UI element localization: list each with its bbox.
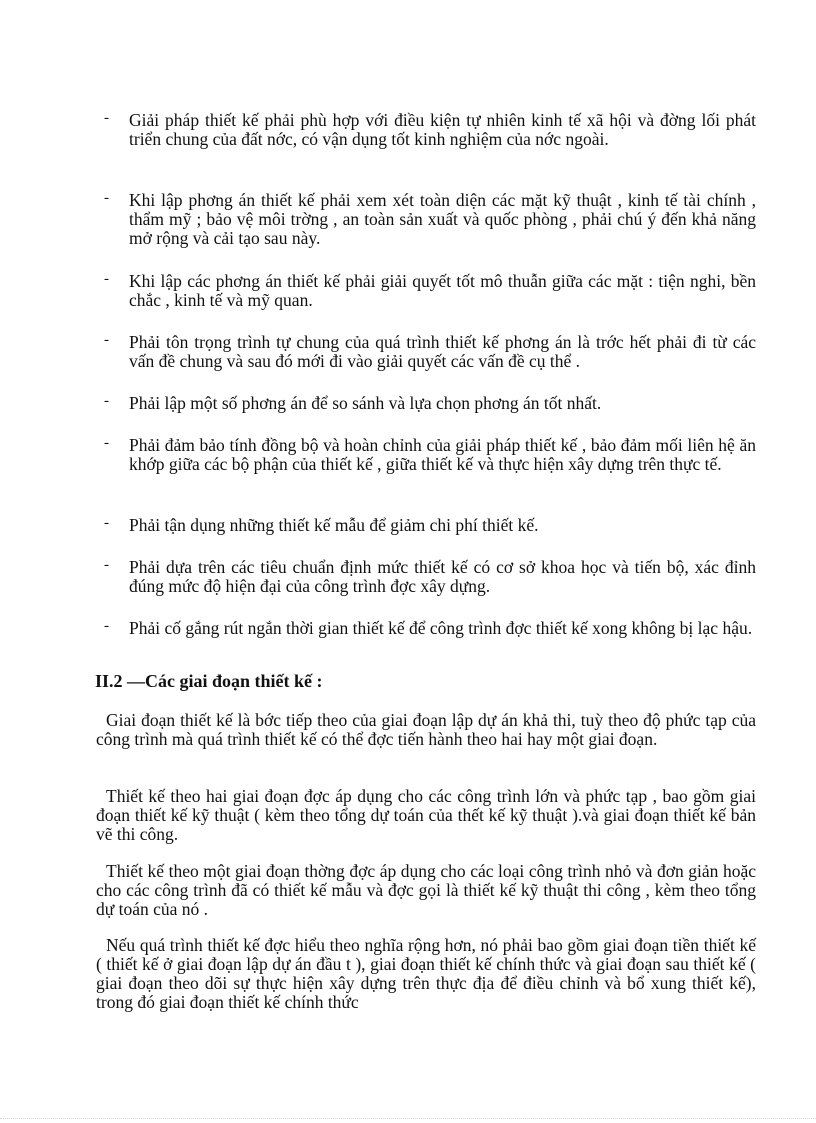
bullet-marker: -: [104, 435, 109, 451]
list-item-text: Phải tôn trọng trình tự chung của quá trình thiết kế phơng án là trớc hết phải đi từ các vấn đề chung và sau đó mới đi vào giải quyết các vấn đề cụ thể .: [129, 332, 756, 371]
bullet-marker: -: [104, 190, 109, 206]
list-item-text: Khi lập phơng án thiết kế phải xem xét toàn diện các mặt kỹ thuật , kinh tế tài chính , thẩm mỹ ; bảo vệ môi trờng , an toàn sản xuất và quốc phòng , phải chú ý đến khả năng mở rộng và cải tạo sau này.: [129, 190, 756, 248]
bullet-marker: -: [104, 515, 109, 531]
body-paragraph: Thiết kế theo một giai đoạn thờng đợc áp dụng cho các loại công trình nhỏ và đơn giản hoặc cho các công trình đã có thiết kế mẫu và đợc gọi là thiết kế kỹ thuật thi công , kèm theo tổng dự toán của nó .: [96, 861, 756, 919]
section-heading: II.2 —Các giai đoạn thiết kế :: [95, 671, 323, 691]
bullet-marker: -: [104, 393, 109, 409]
list-item-text: Phải lập một số phơng án để so sánh và lựa chọn phơng án tốt nhất.: [129, 393, 602, 413]
list-item-text: Phải tận dụng những thiết kế mẫu để giảm chi phí thiết kế.: [129, 515, 539, 535]
list-item-text: Phải đảm bảo tính đồng bộ và hoàn chỉnh của giải pháp thiết kế , bảo đảm mối liên hệ ăn khớp giữa các bộ phận của thiết kế , giữa thiết kế và thực hiện xây dựng trên thực tế.: [129, 435, 756, 474]
body-paragraph: Thiết kế theo hai giai đoạn đợc áp dụng cho các công trình lớn và phức tạp , bao gồm giai đoạn thiết kế kỹ thuật ( kèm theo tổng dự toán của thết kế kỹ thuật ).và giai đoạn thiết kế bản vẽ thi công.: [96, 786, 756, 844]
bullet-marker: -: [104, 557, 109, 573]
body-paragraph: Nếu quá trình thiết kế đợc hiểu theo nghĩa rộng hơn, nó phải bao gồm giai đoạn tiền thiết kế ( thiết kế ở giai đoạn lập dự án đầu t ), giai đoạn thiết kế chính thức và giai đoạn sau thiết kế ( giai đoạn theo dõi sự thực hiện xây dựng trên thực địa để điều chỉnh và bổ xung thiết kế), trong đó giai đoạn thiết kế chính thức: [96, 935, 756, 1012]
page-bottom-divider: [0, 1118, 816, 1119]
list-item-text: Phải dựa trên các tiêu chuẩn định mức thiết kế có cơ sở khoa học và tiến bộ, xác đỉnh đúng mức độ hiện đại của công trình đợc xây dựng.: [129, 557, 756, 596]
bullet-marker: -: [104, 332, 109, 348]
bullet-marker: -: [104, 618, 109, 634]
list-item-text: Khi lập các phơng án thiết kế phải giải quyết tốt mô thuẫn giữa các mặt : tiện nghi, bền chắc , kinh tế và mỹ quan.: [129, 271, 756, 310]
body-paragraph: Giai đoạn thiết kế là bớc tiếp theo của giai đoạn lập dự án khả thi, tuỳ theo độ phức tạp của công trình mà quá trình thiết kế có thể đợc tiến hành theo hai hay một giai đoạn.: [96, 710, 756, 749]
bullet-marker: -: [104, 271, 109, 287]
list-item-text: Giải pháp thiết kế phải phù hợp với điều kiện tự nhiên kinh tế xã hội và đờng lối phát triển chung của đất nớc, có vận dụng tốt kinh nghiệm của nớc ngoài.: [129, 110, 756, 149]
bullet-marker: -: [104, 110, 109, 126]
list-item-text: Phải cố gắng rút ngắn thời gian thiết kế để công trình đợc thiết kế xong không bị lạc hậu.: [129, 618, 753, 638]
